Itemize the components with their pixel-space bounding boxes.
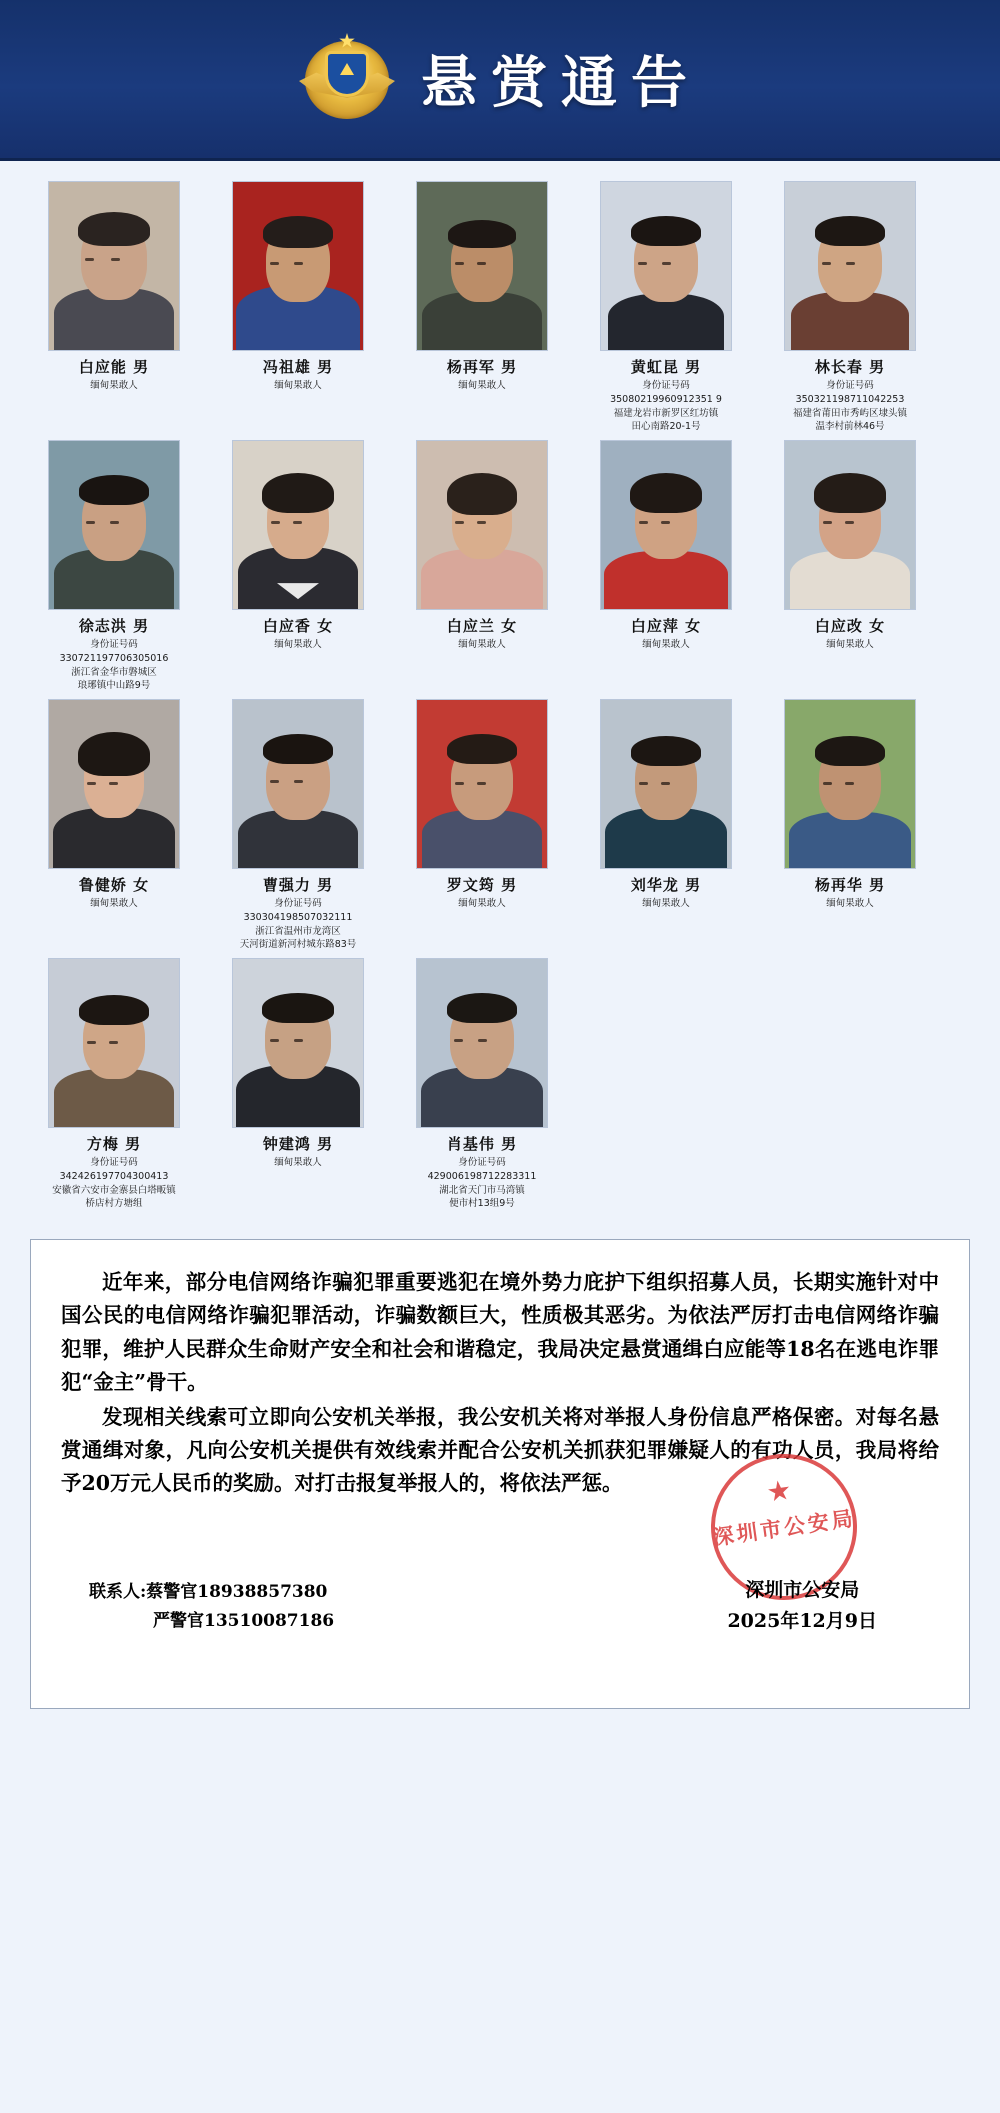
person-meta: 缅甸果敢人	[458, 898, 506, 910]
police-emblem-icon	[299, 31, 395, 127]
person-meta: 身份证号码 35080219960912351 9 福建龙岩市新罗区红坊镇 田心南路20-1号	[610, 380, 722, 433]
person-name: 方梅 男	[86, 1135, 142, 1154]
person-card-empty	[770, 958, 930, 1211]
person-photo	[600, 181, 732, 351]
person-meta: 缅甸果敢人	[458, 380, 506, 391]
person-name: 徐志洪 男	[78, 617, 150, 636]
wanted-person-grid	[0, 161, 1000, 1223]
person-meta: 缅甸果敢人	[458, 639, 506, 651]
person-card[interactable]	[34, 958, 194, 1211]
person-card[interactable]	[402, 958, 562, 1211]
person-photo	[232, 181, 364, 351]
person-name: 罗文筠 男	[446, 876, 518, 895]
person-name: 白应萍 女	[630, 617, 702, 636]
person-photo	[48, 440, 180, 610]
person-card[interactable]	[586, 181, 746, 434]
person-card[interactable]	[402, 699, 562, 952]
person-row	[34, 699, 966, 952]
person-photo	[784, 440, 916, 610]
person-meta: 身份证号码 330721197706305016 浙江省金华市磐城区 琅琊镇中山路9号	[59, 639, 169, 692]
person-card[interactable]	[218, 958, 378, 1211]
person-photo	[416, 958, 548, 1128]
person-photo	[48, 958, 180, 1128]
person-photo	[416, 181, 548, 351]
person-meta: 缅甸果敢人	[274, 380, 322, 391]
person-meta: 缅甸果敢人	[90, 898, 138, 910]
person-row	[34, 440, 966, 693]
person-name: 曹强力 男	[262, 876, 334, 895]
person-meta: 缅甸果敢人	[642, 639, 690, 651]
notice-paragraph-2: 发现相关线索可立即向公安机关举报，我公安机关将对举报人身份信息严格保密。对每名悬赏通缉对象，凡向公安机关提供有效线索并配合公安机关抓获犯罪嫌疑人的有功人员，我局将给予20万元人民币的奖励。对打击报复举报人的，将依法严惩。	[61, 1405, 939, 1496]
person-name: 冯祖雄 男	[262, 358, 334, 376]
person-meta: 缅甸果敢人	[642, 898, 690, 910]
person-card[interactable]	[34, 181, 194, 434]
person-meta: 身份证号码 429006198712283311 湖北省天门市马湾镇 便市村13组9号	[427, 1157, 537, 1210]
person-name: 林长春 男	[814, 358, 886, 376]
person-name: 白应改 女	[814, 617, 886, 636]
person-card[interactable]	[586, 699, 746, 952]
person-meta: 身份证号码 330304198507032111 浙江省温州市龙湾区 天河街道新河村城东路83号	[239, 898, 357, 951]
person-name: 刘华龙 男	[630, 876, 702, 895]
person-card[interactable]	[586, 440, 746, 693]
page-title: 悬赏通告	[421, 51, 701, 116]
seal-text: 深圳市公安局	[711, 1505, 858, 1551]
person-card[interactable]	[402, 440, 562, 693]
person-card[interactable]	[218, 181, 378, 434]
person-meta: 身份证号码 342426197704300413 安徽省六安市金寨县白塔畈镇 桥店村方塘组	[52, 1157, 176, 1210]
person-card-empty	[586, 958, 746, 1211]
person-photo	[232, 440, 364, 610]
person-photo	[600, 440, 732, 610]
person-name: 白应香 女	[262, 617, 334, 636]
contact-info	[89, 1578, 334, 1636]
notice-box	[30, 1239, 970, 1709]
person-name: 鲁健娇 女	[78, 876, 150, 895]
contact-line-1: 联系人:蔡警官18938857380	[89, 1582, 328, 1603]
person-meta: 缅甸果敢人	[826, 639, 874, 651]
person-photo	[232, 699, 364, 869]
issuer-block	[727, 1575, 877, 1636]
person-photo	[48, 181, 180, 351]
person-card[interactable]	[770, 440, 930, 693]
person-card[interactable]	[770, 181, 930, 434]
person-name: 钟建鸿 男	[262, 1135, 334, 1154]
person-meta: 缅甸果敢人	[90, 380, 138, 391]
person-name: 白应兰 女	[446, 617, 518, 636]
person-meta: 缅甸果敢人	[274, 1157, 322, 1169]
person-card[interactable]	[218, 699, 378, 952]
person-name: 杨再华 男	[814, 876, 886, 895]
person-photo	[416, 440, 548, 610]
notice-paragraph-1: 近年来，部分电信网络诈骗犯罪重要逃犯在境外势力庇护下组织招募人员，长期实施针对中国公民的电信网络诈骗犯罪活动，诈骗数额巨大，性质极其恶劣。为依法严厉打击电信网络诈骗犯罪，维护人民群众生命财产安全和社会和谐稳定，我局决定悬赏通缉白应能等18名在逃电诈罪犯“金主”骨干。	[61, 1270, 939, 1394]
person-row	[34, 958, 966, 1211]
person-photo	[416, 699, 548, 869]
header-inner	[299, 31, 701, 127]
person-row	[34, 181, 966, 434]
person-meta: 缅甸果敢人	[274, 639, 322, 651]
person-photo	[600, 699, 732, 869]
person-meta: 缅甸果敢人	[826, 898, 874, 910]
issue-date: 2025年12月9日	[727, 1609, 877, 1632]
person-meta: 身份证号码 350321198711042253 福建省莆田市秀屿区埭头镇 温李村前林46号	[792, 380, 907, 433]
person-card[interactable]	[34, 699, 194, 952]
contact-line-2: 严警官13510087186	[153, 1611, 335, 1632]
person-photo	[784, 699, 916, 869]
issuer-name: 深圳市公安局	[745, 1579, 860, 1602]
person-card[interactable]	[770, 699, 930, 952]
person-name: 白应能 男	[78, 358, 150, 376]
poster-header	[0, 0, 1000, 161]
person-card[interactable]	[218, 440, 378, 693]
person-name: 杨再军 男	[446, 358, 518, 376]
person-name: 黄虹昆 男	[630, 358, 702, 376]
person-name: 肖基伟 男	[446, 1135, 518, 1154]
person-card[interactable]	[34, 440, 194, 693]
person-photo	[232, 958, 364, 1128]
person-photo	[48, 699, 180, 869]
person-photo	[784, 181, 916, 351]
person-card[interactable]	[402, 181, 562, 434]
